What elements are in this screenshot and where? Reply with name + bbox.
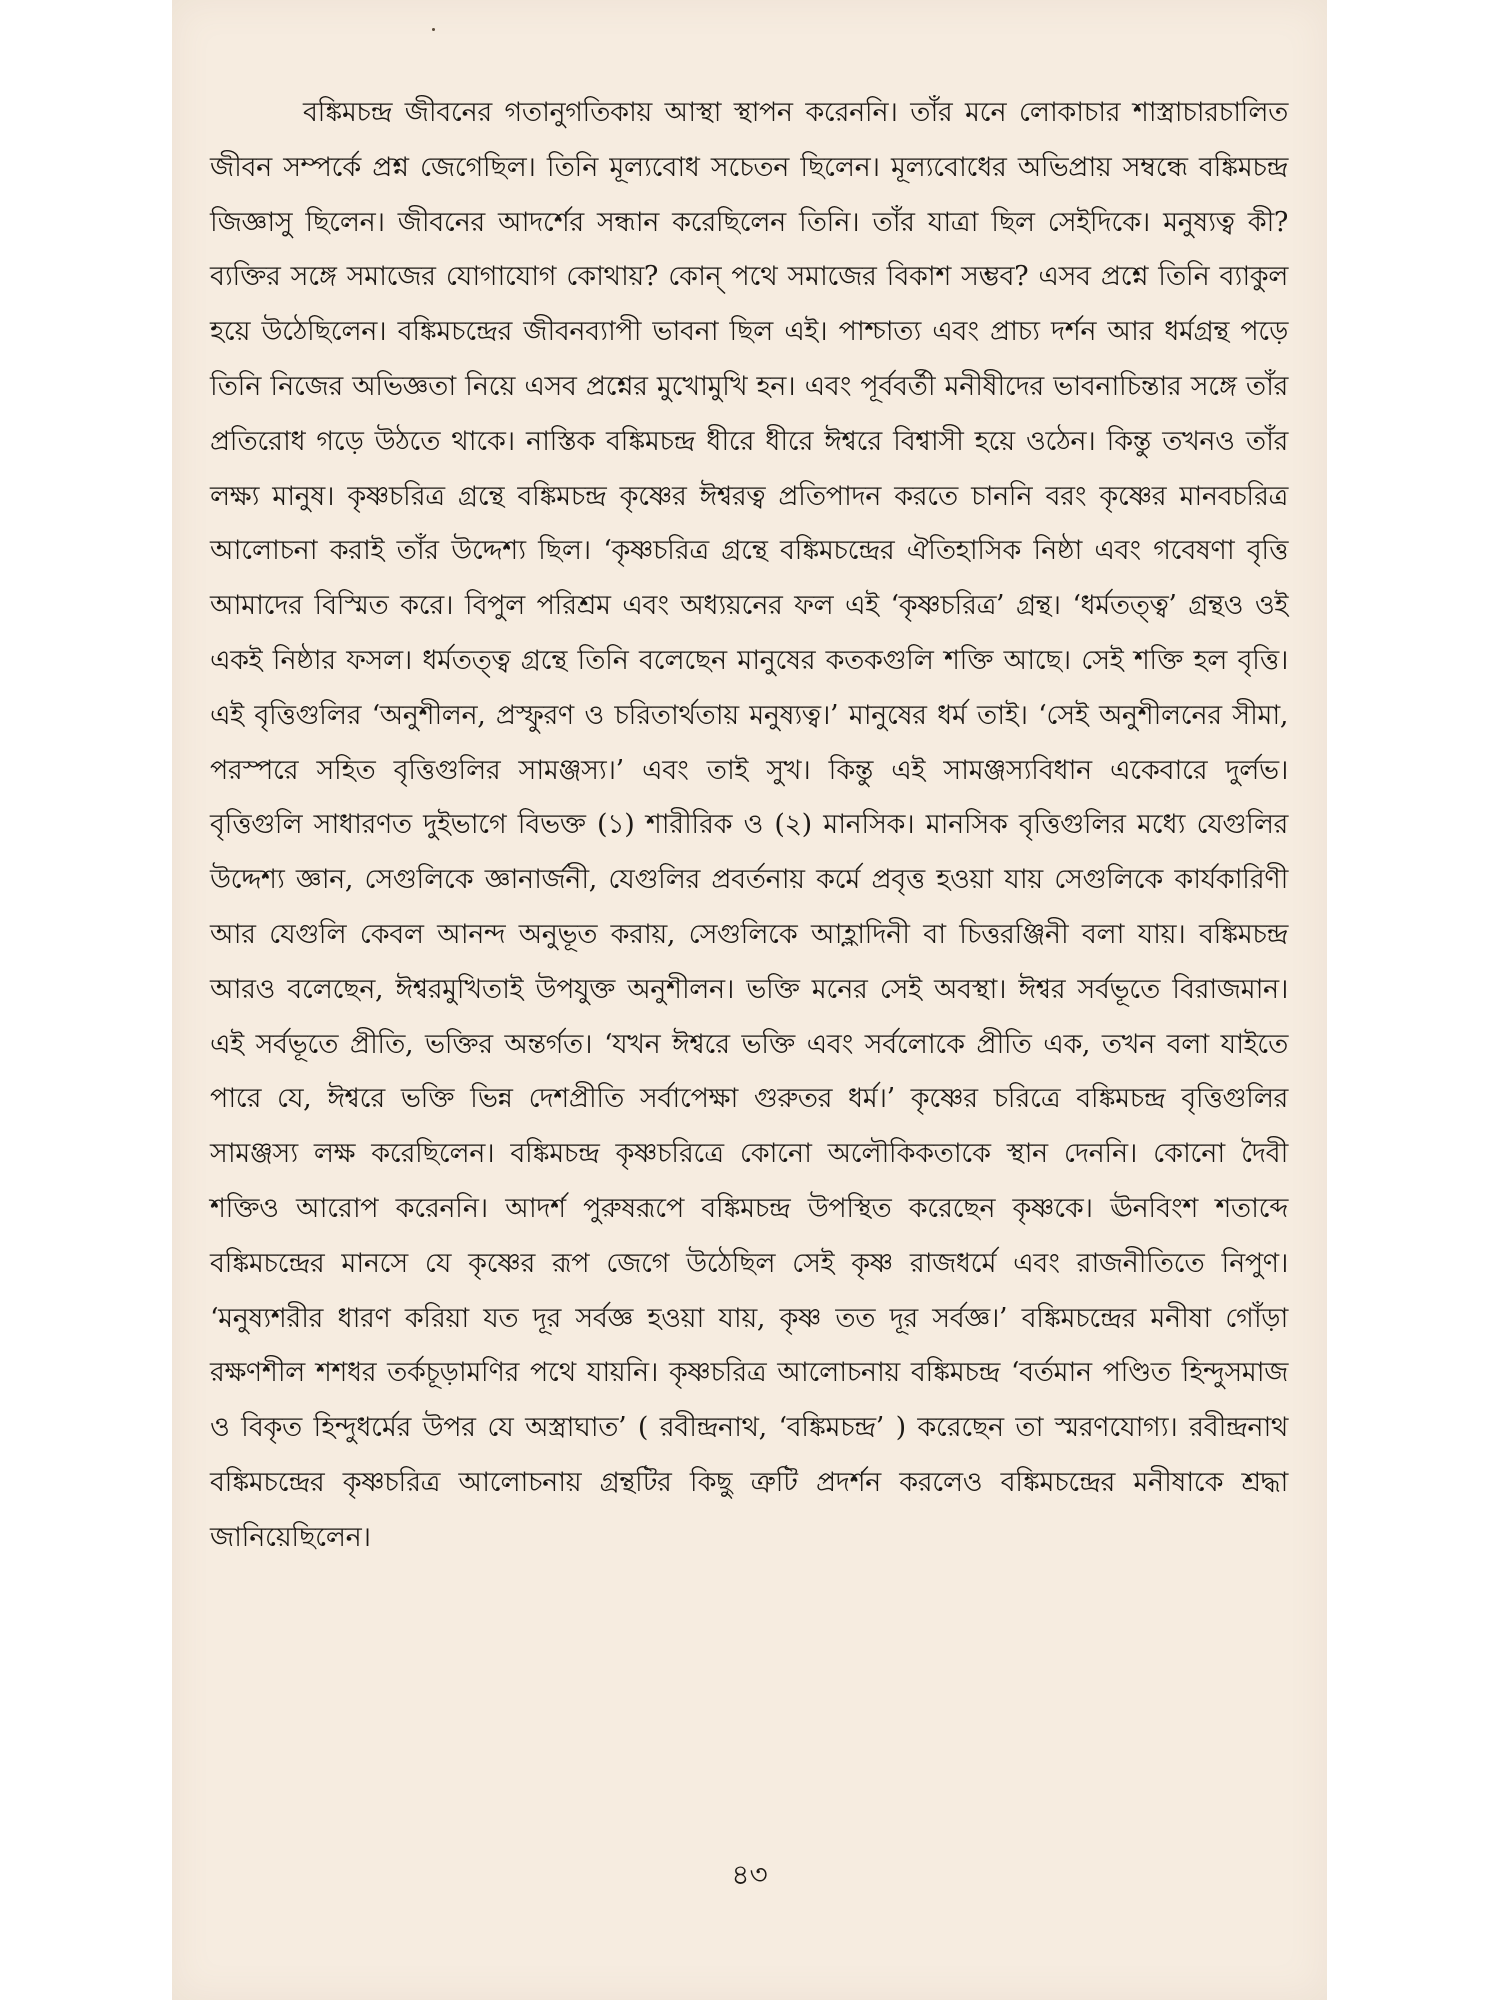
body-text [210,86,1288,1566]
paragraph: বঙ্কিমচন্দ্র জীবনের গতানুগতিকায় আস্থা স্থাপন করেননি। তাঁর মনে লোকাচার শাস্ত্রাচারচালিত জীবন সম্পর্কে প্রশ্ন জেগেছিল। তিনি মূল্যবোধ সচেতন ছিলেন। মূল্যবোধের অভিপ্রায় সম্বন্ধে বঙ্কিমচন্দ্র জিজ্ঞাসু ছিলেন। জীবনের আদর্শের সন্ধান করেছিলেন তিনি। তাঁর যাত্রা ছিল সেইদিকে। মনুষ্যত্ব কী? ব্যক্তির সঙ্গে সমাজের যোগাযোগ কোথায়? কোন্ পথে সমাজের বিকাশ সম্ভব? এসব প্রশ্নে তিনি ব্যাকুল হয়ে উঠেছিলেন। বঙ্কিমচন্দ্রের জীবনব্যাপী ভাবনা ছিল এই। পাশ্চাত্য এবং প্রাচ্য দর্শন আর ধর্মগ্রন্থ পড়ে তিনি নিজের অভিজ্ঞতা নিয়ে এসব প্রশ্নের মুখোমুখি হন। এবং পূর্ববর্তী মনীষীদের ভাবনাচিন্তার সঙ্গে তাঁর প্রতিরোধ গড়ে উঠতে থাকে। নাস্তিক বঙ্কিমচন্দ্র ধীরে ধীরে ঈশ্বরে বিশ্বাসী হয়ে ওঠেন। কিন্তু তখনও তাঁর লক্ষ্য মানুষ। কৃষ্ণচরিত্র গ্রন্থে বঙ্কিমচন্দ্র কৃষ্ণের ঈশ্বরত্ব প্রতিপাদন করতে চাননি বরং কৃষ্ণের মানবচরিত্র আলোচনা করাই তাঁর উদ্দেশ্য ছিল। ‘কৃষ্ণচরিত্র গ্রন্থে বঙ্কিমচন্দ্রের ঐতিহাসিক নিষ্ঠা এবং গবেষণা বৃত্তি আমাদের বিস্মিত করে। বিপুল পরিশ্রম এবং অধ্যয়নের ফল এই ‘কৃষ্ণচরিত্র’ গ্রন্থ। ‘ধর্মতত্ত্ব’ গ্রন্থও ওই একই নিষ্ঠার ফসল। ধর্মতত্ত্ব গ্রন্থে তিনি বলেছেন মানুষের কতকগুলি শক্তি আছে। সেই শক্তি হল বৃত্তি। এই বৃত্তিগুলির ‘অনুশীলন, প্রস্ফুরণ ও চরিতার্থতায় মনুষ্যত্ব।’ মানুষের ধর্ম তাই। ‘সেই অনুশীলনের সীমা, পরস্পরে সহিত বৃত্তিগুলির সামঞ্জস্য।’ এবং তাই সুখ। কিন্তু এই সামঞ্জস্যবিধান একেবারে দুর্লভ। বৃত্তিগুলি সাধারণত দুইভাগে বিভক্ত (১) শারীরিক ও (২) মানসিক। মানসিক বৃত্তিগুলির মধ্যে যেগুলির উদ্দেশ্য জ্ঞান, সেগুলিকে জ্ঞানার্জনী, যেগুলির প্রবর্তনায় কর্মে প্রবৃত্ত হওয়া যায় সেগুলিকে কার্যকারিণী আর যেগুলি কেবল আনন্দ অনুভূত করায়, সেগুলিকে আহ্লাদিনী বা চিত্তরঞ্জিনী বলা যায়। বঙ্কিমচন্দ্র আরও বলেছেন, ঈশ্বরমুখিতাই উপযুক্ত অনুশীলন। ভক্তি মনের সেই অবস্থা। ঈশ্বর সর্বভূতে বিরাজমান। এই সর্বভূতে প্রীতি, ভক্তির অন্তর্গত। ‘যখন ঈশ্বরে ভক্তি এবং সর্বলোকে প্রীতি এক, তখন বলা যাইতে পারে যে, ঈশ্বরে ভক্তি ভিন্ন দেশপ্রীতি সর্বাপেক্ষা গুরুতর ধর্ম।’ কৃষ্ণের চরিত্রে বঙ্কিমচন্দ্র বৃত্তিগুলির সামঞ্জস্য লক্ষ করেছিলেন। বঙ্কিমচন্দ্র কৃষ্ণচরিত্রে কোনো অলৌকিকতাকে স্থান দেননি। কোনো দৈবী শক্তিও আরোপ করেননি। আদর্শ পুরুষরূপে বঙ্কিমচন্দ্র উপস্থিত করেছেন কৃষ্ণকে। ঊনবিংশ শতাব্দে বঙ্কিমচন্দ্রের মানসে যে কৃষ্ণের রূপ জেগে উঠেছিল সেই কৃষ্ণ রাজধর্মে এবং রাজনীতিতে নিপুণ। ‘মনুষ্যশরীর ধারণ করিয়া যত দূর সর্বজ্ঞ হওয়া যায়, কৃষ্ণ তত দূর সর্বজ্ঞ।’ বঙ্কিমচন্দ্রের মনীষা গোঁড়া রক্ষণশীল শশধর তর্কচূড়ামণির পথে যায়নি। কৃষ্ণচরিত্র আলোচনায় বঙ্কিমচন্দ্র ‘বর্তমান পণ্ডিত হিন্দুসমাজ ও বিকৃত হিন্দুধর্মের উপর যে অস্ত্রাঘাত’ ( রবীন্দ্রনাথ, ‘বঙ্কিমচন্দ্র’ ) করেছেন তা স্মরণযোগ্য। রবীন্দ্রনাথ বঙ্কিমচন্দ্রের কৃষ্ণচরিত্র আলোচনায় গ্রন্থটির কিছু ত্রুটি প্রদর্শন করলেও বঙ্কিমচন্দ্রের মনীষাকে শ্রদ্ধা জানিয়েছিলেন। [210,97,1288,1553]
book-page [172,0,1327,2000]
page-number: ৪৩ [731,1858,768,1891]
paper-speck [432,28,435,31]
